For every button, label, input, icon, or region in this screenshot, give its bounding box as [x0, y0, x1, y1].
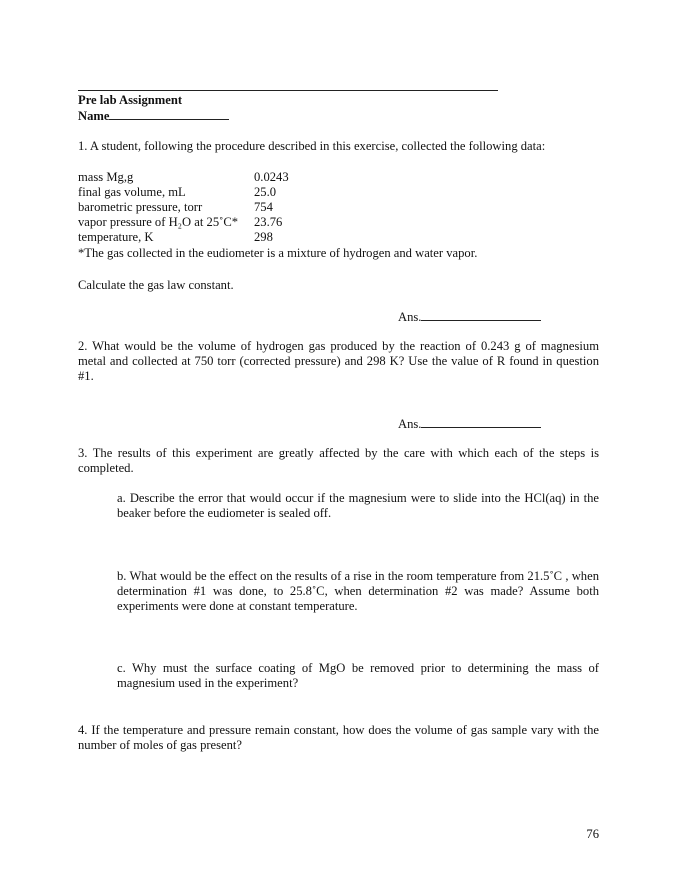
question-3-prompt: 3. The results of this experiment are greatly affected by the care with which each of the steps is completed. — [78, 446, 599, 475]
answer-blank-2[interactable] — [421, 416, 541, 428]
data-label: mass Mg,g — [78, 170, 134, 184]
question-4-prompt: 4. If the temperature and pressure remain constant, how does the volume of gas sample vary with the number of moles of gas present? — [78, 723, 599, 752]
answer-label: Ans. — [398, 417, 422, 431]
top-rule — [78, 90, 498, 91]
data-value: 23.76 — [254, 215, 283, 229]
question-1-prompt: 1. A student, following the procedure described in this exercise, collected the following data: — [78, 139, 546, 153]
data-table — [78, 170, 289, 245]
name-blank[interactable] — [109, 108, 229, 120]
data-row — [78, 170, 289, 185]
question-3a: a. Describe the error that would occur if the magnesium were to slide into the HCl(aq) in the beaker before the eudiometer is sealed off. — [117, 491, 599, 520]
name-label: Name — [78, 109, 110, 123]
question-1-footnote: *The gas collected in the eudiometer is a mixture of hydrogen and water vapor. — [78, 246, 478, 260]
answer-label: Ans. — [398, 310, 422, 324]
data-row — [78, 230, 289, 245]
answer-blank-1[interactable] — [421, 309, 541, 321]
question-1-task: Calculate the gas law constant. — [78, 278, 234, 292]
answer-line-2 — [398, 416, 541, 432]
data-row — [78, 200, 289, 215]
data-value: 25.0 — [254, 185, 277, 199]
name-line — [78, 108, 229, 124]
data-value: 754 — [254, 200, 273, 214]
question-3b: b. What would be the effect on the results of a rise in the room temperature from 21.5˚C , when determination #1 was done, to 25.8˚C, when determination #2 was made? Assume both experiments were done at constant temperature. — [117, 569, 599, 613]
assignment-title: Pre lab Assignment — [78, 93, 183, 107]
data-row — [78, 215, 289, 230]
data-label: final gas volume, mL — [78, 185, 186, 199]
data-label: barometric pressure, torr — [78, 200, 203, 214]
question-2-prompt: 2. What would be the volume of hydrogen gas produced by the reaction of 0.243 g of magnesium metal and collected at 750 torr (corrected pressure) and 298 K? Use the value of R found in question #1. — [78, 339, 599, 383]
data-label: temperature, K — [78, 230, 154, 244]
question-3c: c. Why must the surface coating of MgO be removed prior to determining the mass of magnesium used in the experiment? — [117, 661, 599, 690]
data-value: 298 — [254, 230, 273, 244]
data-row — [78, 185, 289, 200]
answer-line-1 — [398, 309, 541, 325]
page-number: 76 — [586, 827, 599, 841]
data-value: 0.0243 — [254, 170, 289, 184]
data-label: vapor pressure of H₂O at 25˚C* — [78, 215, 239, 229]
